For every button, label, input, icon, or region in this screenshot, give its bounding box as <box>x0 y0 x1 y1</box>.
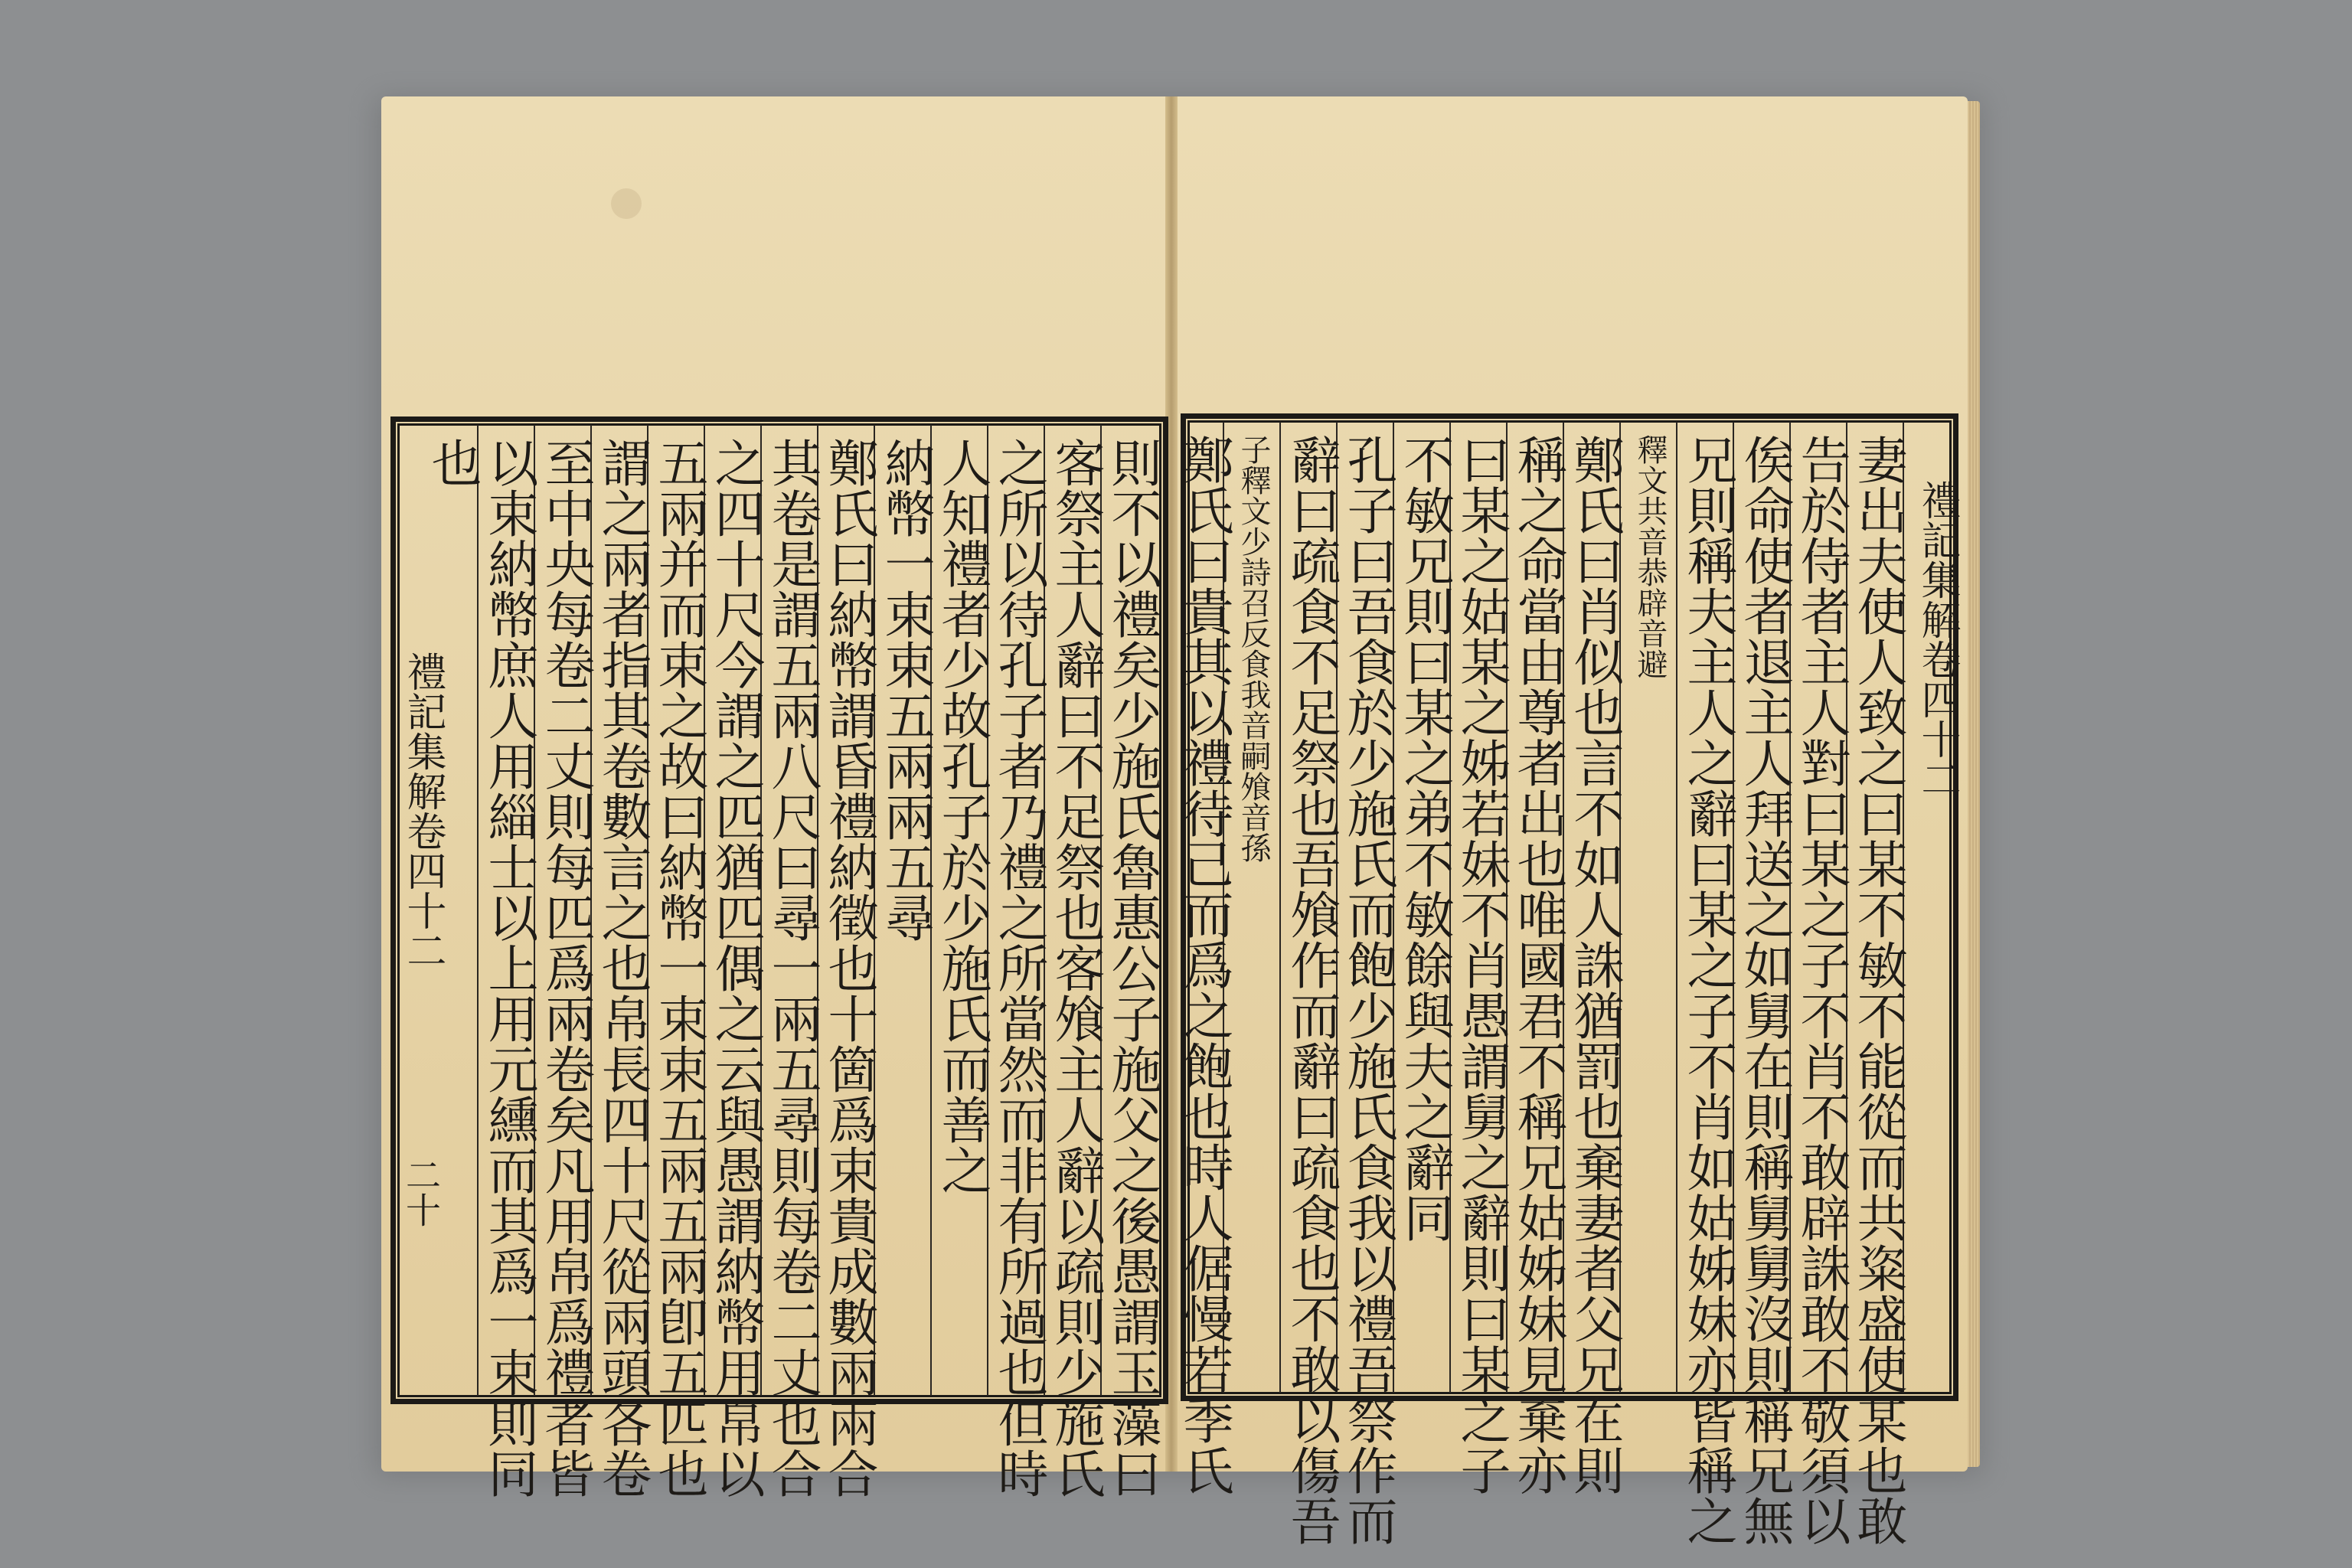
left-text-frame <box>390 416 1168 1498</box>
text-column: 至中央每卷二丈則每匹爲兩卷矣凡用帛爲禮者皆 <box>536 437 595 1498</box>
text-column: 以束納幣庶人用緇士以上用元纁而其爲一束則同 <box>479 437 538 1498</box>
text-column: 也 <box>423 437 482 488</box>
text-column: 鄭氏曰納幣謂昏禮納徵也十箇爲束貴成數兩兩合 <box>819 437 878 1498</box>
text-column: 納幣一束束五兩兩五尋 <box>876 437 935 942</box>
paper-stain <box>611 188 642 219</box>
column-rule <box>1279 422 1281 1393</box>
text-column: 曰某之姑某之姊若妹不肖愚謂舅之辭則曰某之子 <box>1452 434 1511 1495</box>
text-column: 則不以禮矣少施氏魯惠公子施父之後愚謂玉藻曰 <box>1102 437 1161 1498</box>
right-text-frame <box>1174 413 1960 1546</box>
margin-title: 禮記集解卷四十二 <box>1914 480 1960 799</box>
margin-title: 禮記集解卷四十二 <box>400 652 446 970</box>
column-rule <box>477 425 479 1396</box>
text-column: 孔子曰吾食於少施氏而飽少施氏食我以禮吾祭作而 <box>1338 434 1397 1546</box>
annotation-column: 釋文共音恭辟音避 <box>1632 434 1668 679</box>
text-column: 兄則稱夫主人之辭曰某之子不肖如姑姊妹亦皆稱之 <box>1678 434 1737 1546</box>
text-column: 鄭氏曰肖似也言不如人誅猶罰也棄妻者父兄在則 <box>1565 434 1624 1495</box>
text-column: 鄭氏曰貴其以禮待己而爲之飽也時人倨慢若季氏 <box>1174 434 1233 1495</box>
text-column: 謂之兩者指其卷數言之也帛長四十尺從兩頭各卷 <box>593 437 652 1498</box>
text-column: 稱之命當由尊者出也唯國君不稱兄姑姊妹見棄亦 <box>1508 434 1567 1495</box>
text-column: 不敏兄則曰某之弟不敏餘與夫之辭同 <box>1395 434 1454 1243</box>
text-column: 人知禮者少故孔子於少施氏而善之 <box>933 437 991 1195</box>
text-column: 之所以待孔子者乃禮之所當然而非有所過也但時 <box>989 437 1048 1498</box>
text-column: 五兩并而束之故曰納幣一束束五兩五兩卽五匹也 <box>649 437 708 1498</box>
text-column: 客祭主人辭曰不足祭也客飧主人辭以疏則少施氏 <box>1046 437 1105 1498</box>
annotation-column: 子釋文少詩召反食我音嗣飧音孫 <box>1236 434 1271 863</box>
text-column: 其卷是謂五兩八尺曰尋一兩五尋則每卷二丈也合 <box>763 437 822 1498</box>
text-column: 妻出夫使人致之曰某不敏不能從而共粢盛使某也敢 <box>1848 434 1907 1546</box>
page-number: 二十 <box>400 1157 442 1227</box>
text-column: 辭曰疏食不足祭也吾飧作而辭曰疏食也不敢以傷吾 <box>1282 434 1341 1546</box>
text-column: 之四十尺今謂之匹猶匹偶之云與愚謂納幣用帛以 <box>706 437 765 1498</box>
text-column: 告於侍者主人對曰某之子不肖不敢辟誅敢不敬須以 <box>1792 434 1851 1546</box>
column-rule <box>1676 422 1677 1393</box>
text-column: 俟命使者退主人拜送之如舅在則稱舅舅沒則稱兄無 <box>1735 434 1794 1546</box>
